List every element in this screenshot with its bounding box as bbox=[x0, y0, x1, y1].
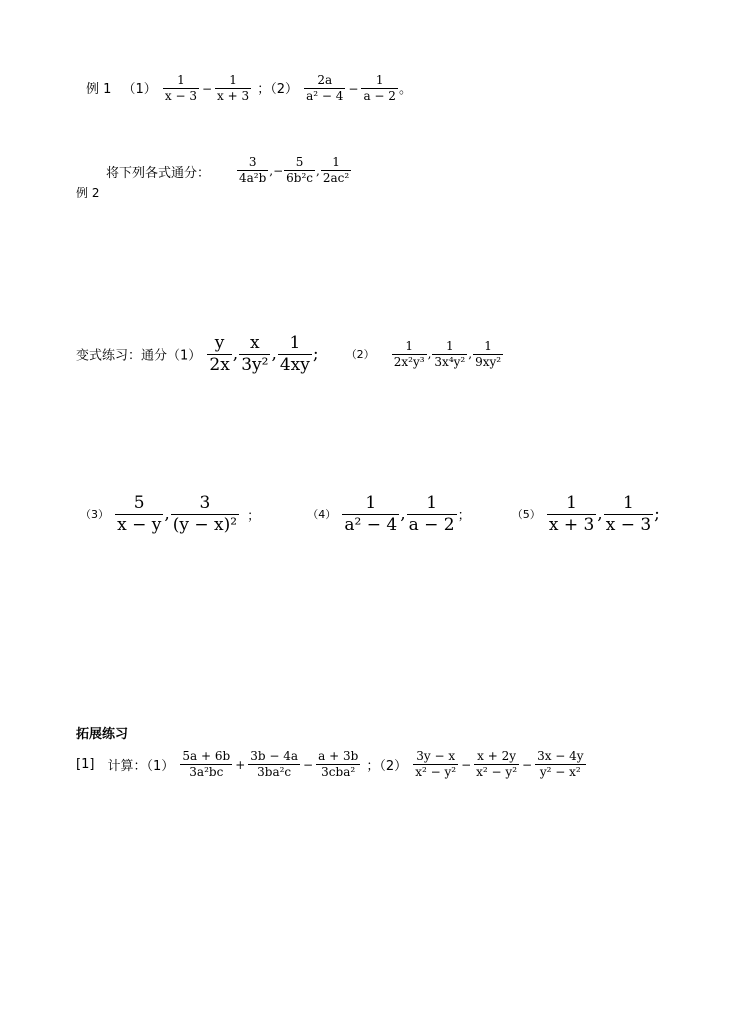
extension-line: [1] 计算：（1） $\frac{5a + 6b}{\text{3a²bc}}$ + $\frac{3b - 4a}{\text{3ba²c}}$ − $\frac{a + 3b}{\text{3cba²}}$ ；（2） $\frac{3y - x}{\text{x² − y²}}$ − $\frac{x + 2y}{\text{x² − y²}}$ − $\frac{3x - 4y}{\text{y² − x²}}$ bbox=[76, 749, 584, 780]
fraction: $\frac{a + 3b}{\text{3cba²}}$ bbox=[318, 749, 359, 780]
fraction: $\frac{1}{x + 3}$ bbox=[548, 493, 595, 535]
fraction: $\frac{3y - x}{\text{x² − y²}}$ bbox=[415, 749, 457, 780]
fraction: $\frac{1}{\text{3x⁴y²}}$ bbox=[434, 338, 466, 369]
semicolon: ； bbox=[457, 508, 471, 524]
separator: ；（2） bbox=[366, 759, 408, 775]
fraction: $\frac{1}{x - 3}$ bbox=[605, 493, 652, 535]
part-2-label: （2） bbox=[345, 348, 375, 362]
fraction: $\frac{3}{\text{(y − x)²}}$ bbox=[172, 493, 238, 535]
example-1-label: 例 1 bbox=[86, 82, 112, 98]
example-2-label: 例 2 bbox=[76, 186, 100, 200]
example-1-line: 例 1 （1） $\frac{1}{x - 3}$ − $\frac{1}{x + 3}$ ；（2） $\frac{2a}{\text{a² − 4}}$ − $\frac{1}{a - 2}$ 。 bbox=[86, 73, 412, 104]
part-3-label: （3） bbox=[80, 508, 109, 522]
example-2-text: 将下列各式通分： bbox=[106, 166, 211, 181]
fraction: $\frac{5a + 6b}{\text{3a²bc}}$ bbox=[182, 749, 231, 780]
period: 。 bbox=[398, 82, 412, 98]
fraction: $\frac{y}{2x}$ bbox=[209, 333, 230, 375]
part-1-label: （1） bbox=[122, 82, 157, 98]
fraction: $\frac{1}{\text{2ac²}}$ bbox=[322, 155, 350, 186]
fraction: $\frac{1}{x - 3}$ bbox=[164, 73, 197, 104]
fraction: $\frac{1}{\text{2x²y³}}$ bbox=[393, 338, 425, 369]
fraction: $\frac{1}{\text{9xy²}}$ bbox=[475, 338, 502, 369]
fraction: $\frac{3}{\text{4a²b}}$ bbox=[239, 155, 267, 186]
fraction: $\frac{1}{a - 2}$ bbox=[408, 493, 455, 535]
fraction: $\frac{3x - 4y}{\text{y² − x²}}$ bbox=[537, 749, 584, 780]
fraction: $\frac{1}{\text{a² − 4}}$ bbox=[344, 493, 398, 535]
variant-label: 变式练习：通分（1） bbox=[76, 348, 202, 364]
separator: ；（2） bbox=[257, 82, 298, 98]
example-2-fractions: $\frac{3}{\text{4a²b}}$ ,− $\frac{5}{\text{6b²c}}$ , $\frac{1}{\text{2ac²}}$ bbox=[239, 155, 350, 186]
fraction: $\frac{5}{x - y}$ bbox=[117, 493, 162, 535]
fraction: $\frac{1}{4xy}$ bbox=[279, 333, 310, 375]
part-5-label: （5） bbox=[511, 508, 541, 522]
part-4-label: （4） bbox=[307, 508, 337, 522]
problem-number: [1] bbox=[76, 757, 95, 773]
fraction: $\frac{3b - 4a}{\text{3ba²c}}$ bbox=[250, 749, 299, 780]
fraction: $\frac{5}{\text{6b²c}}$ bbox=[286, 155, 314, 186]
fraction: $\frac{1}{a - 2}$ bbox=[363, 73, 396, 104]
fraction: $\frac{x + 2y}{\text{x² − y²}}$ bbox=[476, 749, 518, 780]
fraction: $\frac{2a}{\text{a² − 4}}$ bbox=[306, 73, 344, 104]
fraction: $\frac{x}{\text{3y²}}$ bbox=[241, 333, 269, 375]
calc-label: 计算：（1） bbox=[107, 759, 175, 775]
extension-heading: 拓展练习 bbox=[76, 727, 129, 742]
variant-line-2: （3） $\frac{5}{x - y}$ , $\frac{3}{\text{(y − x)²}}$ ； （4） $\frac{1}{\text{a² − 4}}$ , $\frac{1}{a - 2}$ ； （5） $\frac{1}{x + 3}$ , $\frac{1}{x - 3}$ ; bbox=[80, 493, 660, 535]
semicolon: ； bbox=[247, 508, 261, 524]
fraction: $\frac{1}{x + 3}$ bbox=[217, 73, 250, 104]
variant-line-1: 变式练习：通分（1） $\frac{y}{2x}$ , $\frac{x}{\text{3y²}}$ , $\frac{1}{4xy}$ ; （2） $\frac{1}{\text{2x²y³}}$ , $\frac{1}{\text{3x⁴y²}}$ , $\frac{1}{\text{9xy²}}$ bbox=[76, 333, 502, 375]
